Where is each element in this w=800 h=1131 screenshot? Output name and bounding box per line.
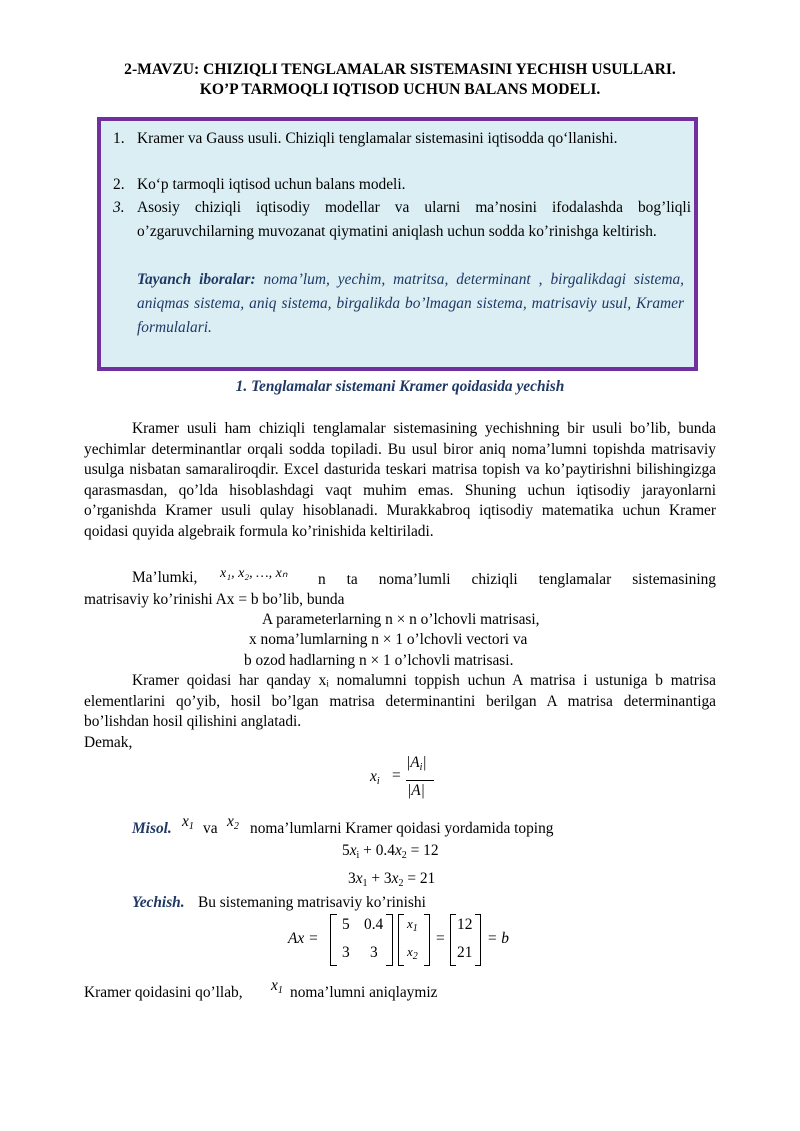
plan-item-1 xyxy=(113,127,691,173)
formula-denominator: |A| xyxy=(407,782,425,799)
cramer-formula xyxy=(370,756,450,808)
plan-item-number: 1. xyxy=(113,130,125,147)
example-va: va xyxy=(203,820,218,837)
matrix-equation xyxy=(288,912,518,970)
plan-item-3 xyxy=(113,196,691,268)
plan-item-text: Ko‘p tarmoqli iqtisod uchun balans modeli. xyxy=(137,176,406,193)
vector-x-cell: $x_1$ xyxy=(407,916,418,934)
matrix-right-bracket xyxy=(386,914,393,966)
vector-x-cell: $x_2$ xyxy=(407,944,418,962)
vector-x-left-bracket xyxy=(398,914,404,966)
example-var-x2: $x_2$ xyxy=(227,813,239,832)
matrix-cell: 0.4 xyxy=(364,916,384,933)
page-title xyxy=(60,60,740,100)
matrix-cell: 3 xyxy=(342,944,350,961)
paragraph-cramer-rule: Kramer qoidasi har qanday xᵢ nomalumni toppish uchun A matrisa i ustuniga b matrisa elementlarini qo’yib, hosil bo’lgan matrisa determinantini berilgan A matrisa determinantiga bo’lishdan hosil qilishini anglatadi. xyxy=(84,672,716,730)
example-label: Misol. xyxy=(132,820,172,837)
demak-label: Demak, xyxy=(84,734,133,751)
solution-text: Bu sistemaning matrisaviy ko’rinishi xyxy=(198,894,426,911)
example-text: noma’lumlarni Kramer qoidasi yordamida toping xyxy=(250,820,554,837)
keywords xyxy=(137,268,684,340)
section-title: 1. Tenglamalar sistemani Kramer qoidasida yechish xyxy=(235,378,565,395)
formula-numerator: $|A_i|$ xyxy=(406,754,427,773)
last-line-start: Kramer qoidasini qo’llab, xyxy=(84,984,243,1001)
b-label: = b xyxy=(487,930,509,947)
vector-b-cell: 12 xyxy=(457,916,473,933)
plan-item-text: Asosiy chiziqli iqtisodiy modellar va ularni ma’nosini ifodalashda bog’liqli o’zgaruvchilarning muvozanat qiymatini aniqlash uchun sodda ko’rinishga keltirish. xyxy=(137,199,691,240)
formula-lhs: $x_i$ xyxy=(370,768,380,787)
matrix-left-bracket xyxy=(330,914,337,966)
definition-x: x noma’lumlarning n × 1 o’lchovli vectori va xyxy=(249,631,528,648)
plan-item-number: 3. xyxy=(113,199,125,216)
plan-item-text: Kramer va Gauss usuli. Chiziqli tenglamalar sistemasini iqtisodda qo‘llanishi. xyxy=(137,130,618,147)
last-line-var: $x_1$ xyxy=(271,977,283,996)
vector-b-cell: 21 xyxy=(457,944,473,961)
paragraph-known-rest: n ta noma’lumli chiziqli tenglamalar sistemasining xyxy=(318,571,716,588)
formula-equals: = xyxy=(392,767,401,784)
vector-x-right-bracket xyxy=(424,914,430,966)
title-line-2: KO’P TARMOQLI IQTISOD UCHUN BALANS MODELI. xyxy=(199,81,601,98)
example-var-x1: $x_1$ xyxy=(182,813,194,832)
matrix-cell: 3 xyxy=(370,944,378,961)
equation-1: $5x_i + 0.4x_2 = 12$ xyxy=(342,842,439,861)
paragraph-known-start: Ma’lumki, xyxy=(132,569,198,586)
paragraph-known-line2: matrisaviy ko’rinishi Ax = b bo’lib, bunda xyxy=(84,591,345,608)
vector-b-left-bracket xyxy=(450,914,456,966)
paragraph-intro: Kramer usuli ham chiziqli tenglamalar sistemasining yechishning bir usuli bo’lib, bunda yechimlar determinantlar orqali sodda topiladi. Bu usul biror aniq noma’lumni topishda matrisaviy usulga nisbatan samaraliroqdir. Excel dasturida teskari matrisa topish va ko’paytirishni bilishingizga qarasmasdan, qo’lda hisoblashdagi vaqt muhim emas. Shuning uchun iqtisodiy jarayonlarni o’rganishda Kramer usuli qulay hisoblanadi. Murakkabroq iqtisodiy matematika uchun Kramer qoidasi quyida algebraik formula ko’rinishida keltiriladi. xyxy=(84,420,716,540)
plan-item-number: 2. xyxy=(113,176,125,193)
matrix-equals: = xyxy=(436,930,445,947)
definition-b: b ozod hadlarning n × 1 o’lchovli matrisasi. xyxy=(244,652,514,669)
definition-a: A parameterlarning n × n o’lchovli matrisasi, xyxy=(262,611,540,628)
vector-b-right-bracket xyxy=(475,914,481,966)
last-line-end: noma’lumni aniqlaymiz xyxy=(290,984,438,1001)
ax-label: Ax = xyxy=(288,930,319,947)
matrix-cell: 5 xyxy=(342,916,350,933)
unknowns-list: x₁, x₂, …, xₙ xyxy=(220,566,288,581)
equation-2: $3x_1 + 3x_2 = 21$ xyxy=(348,870,436,889)
keywords-label: Tayanch iboralar: xyxy=(137,271,256,288)
title-line-1: 2-MAVZU: CHIZIQLI TENGLAMALAR SISTEMASINI YECHISH USULLARI. xyxy=(124,61,676,78)
keywords-list: noma’lum, yechim, matritsa, determinant , birgalikdagi sistema, aniqmas sistema, aniq sistema, birgalikda bo’lmagan sistema, matrisaviy usul, Kramer formulalari. xyxy=(137,271,684,336)
plan-item-2 xyxy=(113,173,691,196)
solution-label: Yechish. xyxy=(132,894,185,911)
fraction-bar xyxy=(406,780,434,781)
plan-box xyxy=(97,117,698,371)
